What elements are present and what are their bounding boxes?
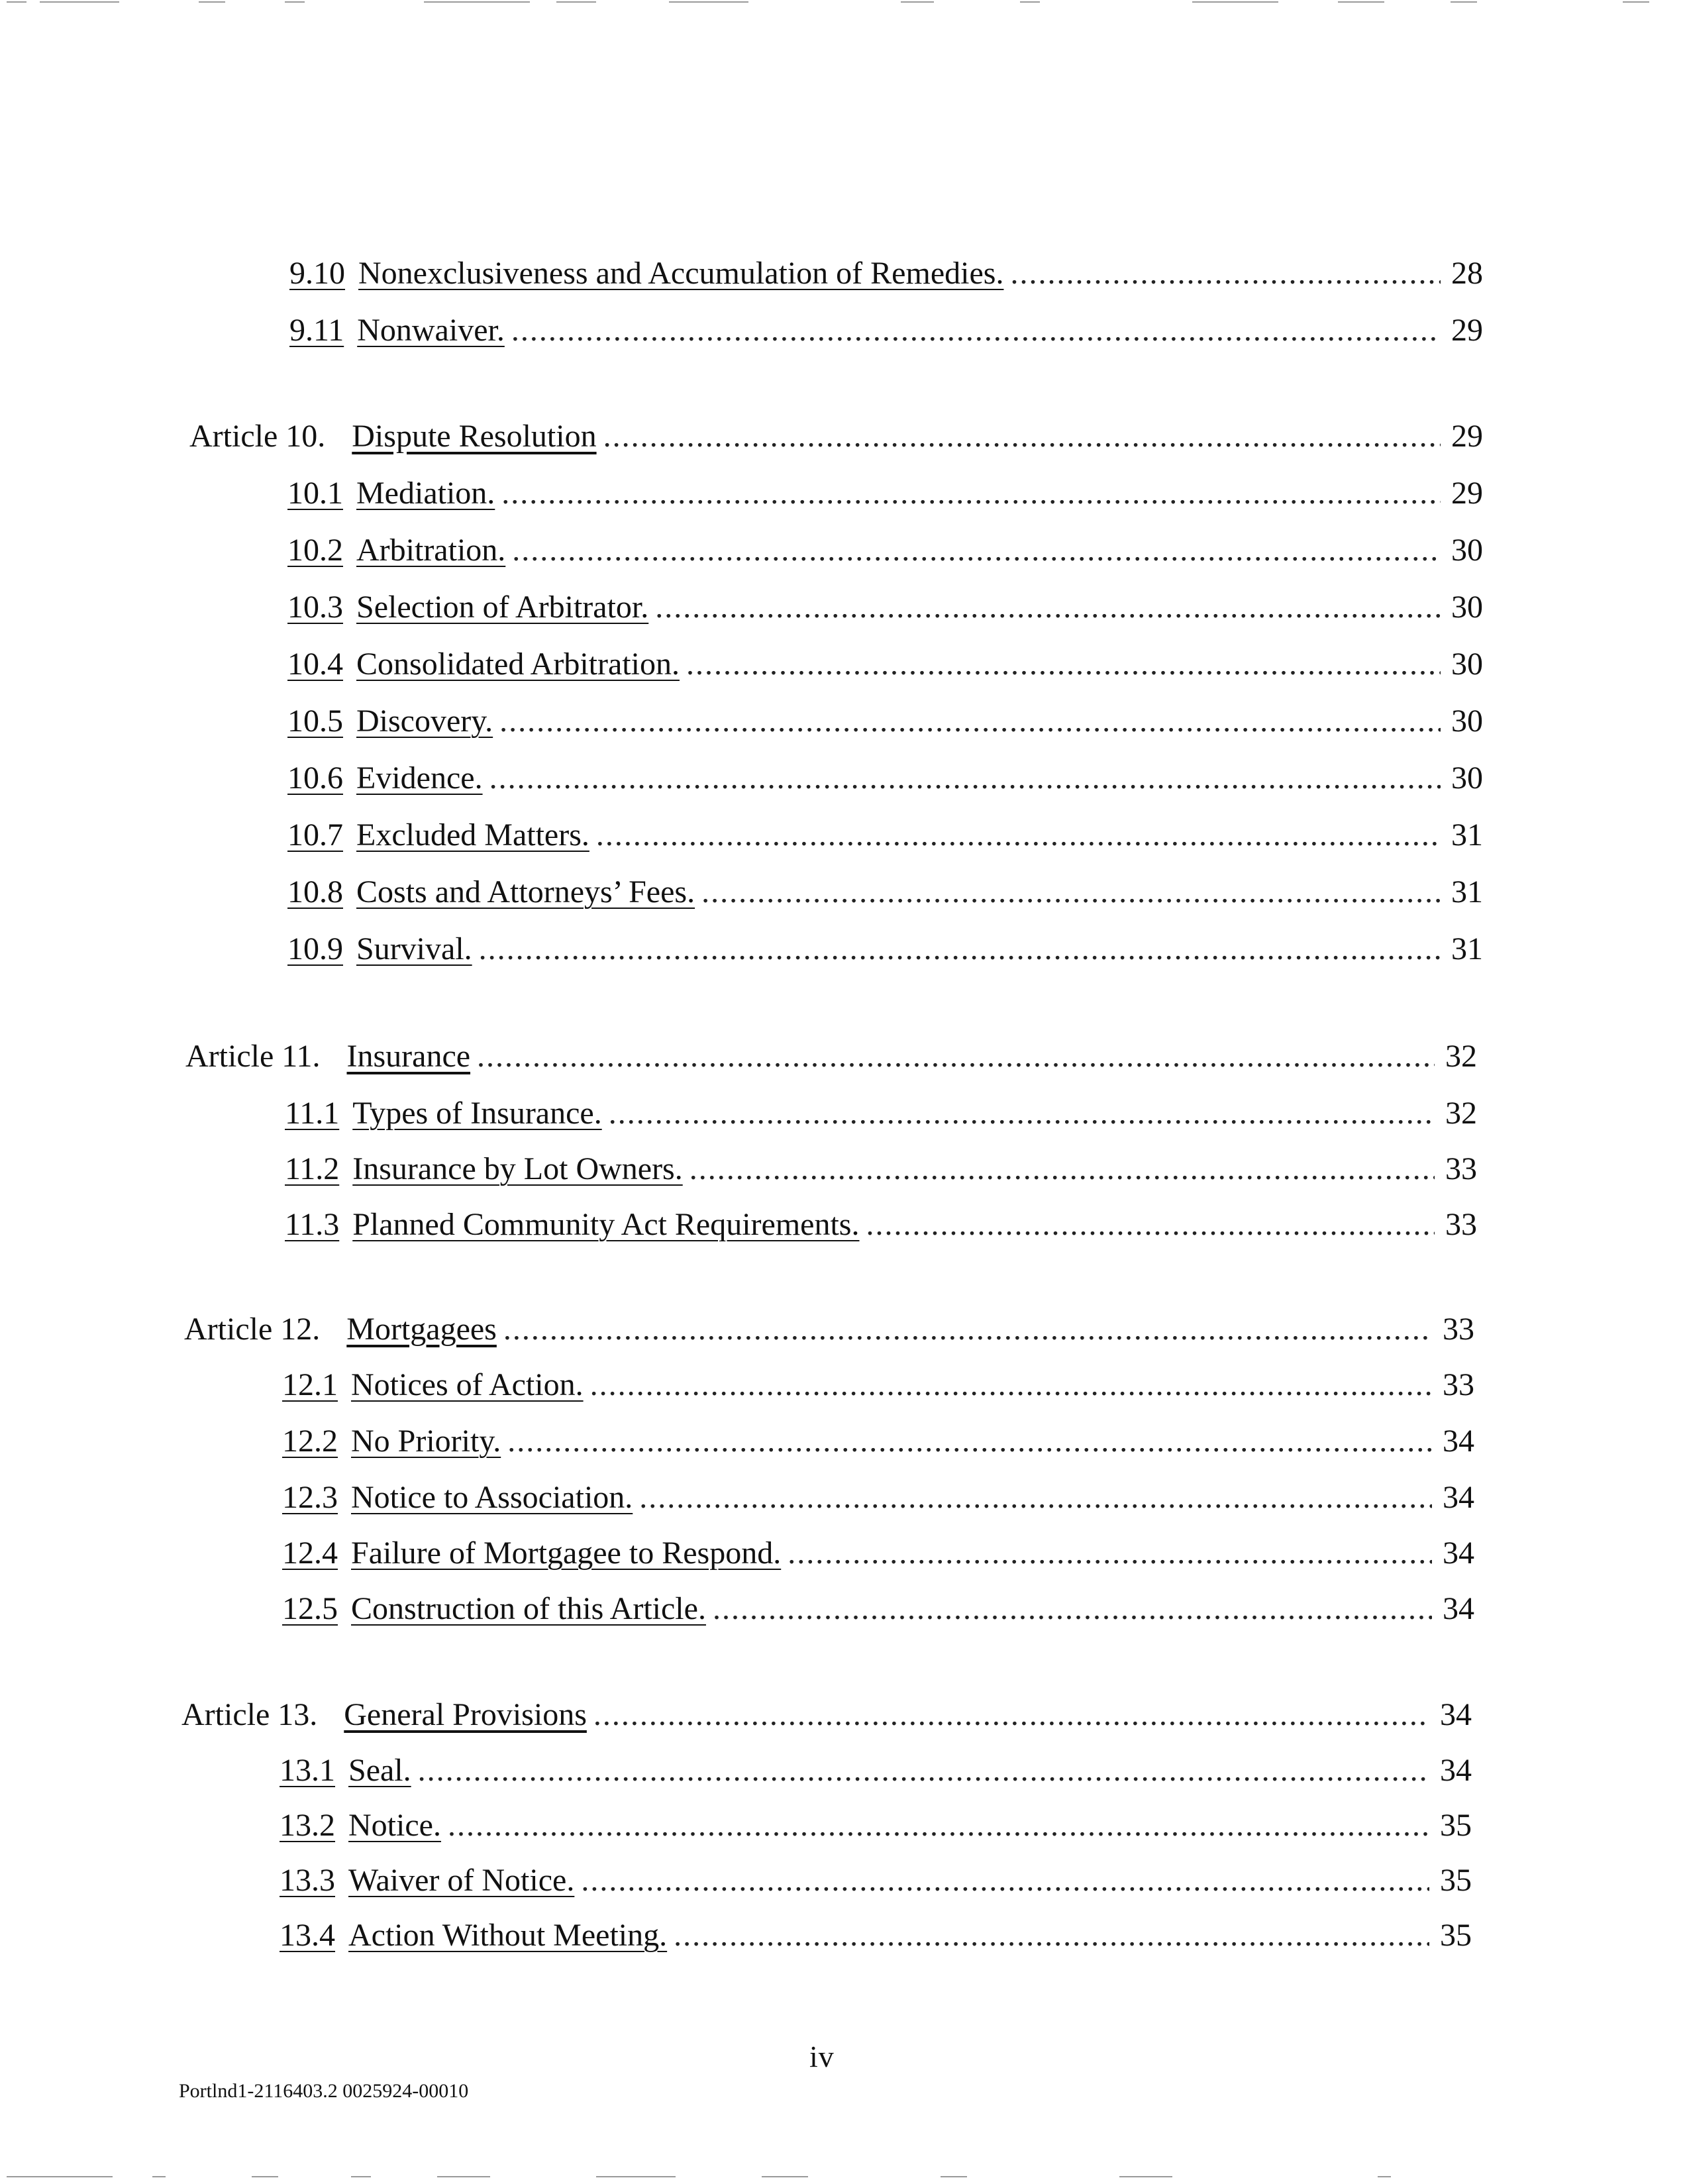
section-title: Insurance by Lot Owners. — [352, 1151, 683, 1186]
section-number: 12.2 — [282, 1424, 338, 1459]
page-number: 32 — [1445, 1096, 1477, 1131]
toc-article-entry — [185, 1037, 1477, 1076]
article-label: Article 10. — [189, 419, 326, 454]
section-number: 10.7 — [287, 817, 343, 853]
article-title: Dispute Resolution — [352, 419, 597, 454]
article-label: Article 13. — [181, 1697, 318, 1732]
article-title: Mortgagees — [346, 1312, 497, 1347]
dot-leader — [639, 1479, 1432, 1517]
toc-entry — [287, 816, 1483, 855]
toc-entry — [280, 1861, 1472, 1900]
dot-leader — [581, 1861, 1429, 1900]
section-title: Notices of Action. — [351, 1367, 584, 1402]
section-title: Types of Insurance. — [352, 1096, 602, 1131]
section-title: Discovery. — [356, 703, 493, 739]
section-number: 9.11 — [289, 313, 344, 348]
dot-leader — [479, 930, 1441, 968]
page-number: 33 — [1445, 1207, 1477, 1242]
dot-leader — [713, 1590, 1432, 1628]
page-number: 35 — [1440, 1863, 1472, 1898]
dot-leader — [590, 1366, 1432, 1404]
section-number: 10.2 — [287, 533, 343, 568]
section-title: Waiver of Notice. — [348, 1863, 575, 1898]
page-number: 33 — [1443, 1312, 1474, 1347]
page-number: 29 — [1451, 476, 1483, 511]
section-number: 11.3 — [285, 1207, 340, 1242]
toc-entry — [280, 1806, 1472, 1845]
page-number: 35 — [1440, 1808, 1472, 1843]
dot-leader — [418, 1751, 1429, 1790]
article-title: General Provisions — [344, 1697, 587, 1732]
section-number: 12.1 — [282, 1367, 338, 1402]
toc-entry — [285, 1094, 1477, 1133]
dot-leader — [701, 873, 1441, 911]
page-number: 34 — [1443, 1424, 1474, 1459]
dot-leader — [477, 1037, 1435, 1076]
section-title: Action Without Meeting. — [348, 1918, 668, 1953]
dot-leader — [603, 417, 1441, 456]
article-label: Article 12. — [184, 1312, 321, 1347]
section-number: 11.1 — [285, 1096, 340, 1131]
toc-entry — [282, 1590, 1474, 1628]
toc-entry — [287, 873, 1483, 911]
dot-leader — [596, 816, 1441, 855]
page-number: 30 — [1451, 533, 1483, 568]
dot-leader — [489, 759, 1441, 798]
section-number: 12.3 — [282, 1480, 338, 1515]
section-number: 10.6 — [287, 760, 343, 796]
section-title: Mediation. — [356, 476, 495, 511]
toc-article-entry — [184, 1310, 1474, 1349]
section-number: 13.2 — [280, 1808, 335, 1843]
toc-entry — [280, 1751, 1472, 1790]
toc-article-entry — [189, 417, 1483, 456]
page-number: 35 — [1440, 1918, 1472, 1953]
section-title: Seal. — [348, 1753, 411, 1788]
section-number: 10.4 — [287, 647, 343, 682]
section-title: Arbitration. — [356, 533, 506, 568]
toc-article-entry — [181, 1696, 1472, 1734]
page-number: 34 — [1440, 1753, 1472, 1788]
section-number: 10.9 — [287, 931, 343, 966]
toc-entry — [287, 759, 1483, 798]
toc-entry — [282, 1422, 1474, 1461]
page-number: 29 — [1451, 313, 1483, 348]
dot-leader — [503, 1310, 1432, 1349]
section-number: 10.3 — [287, 590, 343, 625]
section-number: 11.2 — [285, 1151, 340, 1186]
page-number: 30 — [1451, 760, 1483, 796]
section-title: Survival. — [356, 931, 472, 966]
page-number: 31 — [1451, 874, 1483, 910]
dot-leader — [448, 1806, 1429, 1845]
toc-entry — [287, 588, 1483, 627]
dot-leader — [499, 702, 1441, 741]
page-number: 33 — [1445, 1151, 1477, 1186]
toc-entry — [287, 531, 1483, 570]
footer-page-number: iv — [809, 2040, 835, 2073]
dot-leader — [788, 1534, 1432, 1573]
toc-entry — [287, 474, 1483, 513]
scan-noise-top — [0, 1, 1685, 5]
section-number: 12.4 — [282, 1535, 338, 1571]
section-title: Nonwaiver. — [357, 313, 505, 348]
dot-leader — [609, 1094, 1435, 1133]
section-title: Evidence. — [356, 760, 483, 796]
toc-entry — [285, 1150, 1477, 1188]
article-label: Article 11. — [185, 1039, 321, 1074]
section-title: Construction of this Article. — [351, 1591, 706, 1626]
toc-entry — [287, 645, 1483, 684]
dot-leader — [1010, 254, 1441, 293]
page-number: 34 — [1443, 1535, 1474, 1571]
dot-leader — [674, 1916, 1429, 1955]
article-title: Insurance — [346, 1039, 471, 1074]
dot-leader — [686, 645, 1441, 684]
dot-leader — [689, 1150, 1435, 1188]
toc-entry — [282, 1366, 1474, 1404]
section-number: 10.1 — [287, 476, 343, 511]
section-title: Selection of Arbitrator. — [356, 590, 649, 625]
section-number: 13.4 — [280, 1918, 335, 1953]
scan-noise-bottom — [0, 2176, 1685, 2180]
toc-entry — [280, 1916, 1472, 1955]
toc-entry — [287, 930, 1483, 968]
section-title: Failure of Mortgagee to Respond. — [351, 1535, 782, 1571]
dot-leader — [501, 474, 1441, 513]
section-number: 13.1 — [280, 1753, 335, 1788]
section-title: Costs and Attorneys’ Fees. — [356, 874, 695, 910]
dot-leader — [866, 1206, 1435, 1244]
page-number: 30 — [1451, 590, 1483, 625]
page-number: 31 — [1451, 817, 1483, 853]
page-number: 28 — [1451, 256, 1483, 291]
page-number: 34 — [1443, 1480, 1474, 1515]
page-number: 32 — [1445, 1039, 1477, 1074]
page-number: 34 — [1440, 1697, 1472, 1732]
section-title: Notice. — [348, 1808, 441, 1843]
dot-leader — [593, 1696, 1429, 1734]
dot-leader — [655, 588, 1441, 627]
dot-leader — [511, 311, 1441, 350]
section-title: Notice to Association. — [351, 1480, 633, 1515]
section-title: Nonexclusiveness and Accumulation of Remedies. — [358, 256, 1004, 291]
dot-leader — [512, 531, 1441, 570]
section-title: Consolidated Arbitration. — [356, 647, 680, 682]
toc-entry — [289, 254, 1483, 293]
toc-entry — [282, 1534, 1474, 1573]
section-number: 10.8 — [287, 874, 343, 910]
toc-entry — [282, 1479, 1474, 1517]
toc-entry — [285, 1206, 1477, 1244]
footer-document-id: Portlnd1-2116403.2 0025924-00010 — [179, 2080, 469, 2102]
section-title: No Priority. — [351, 1424, 501, 1459]
toc-entry — [287, 702, 1483, 741]
toc-entry — [289, 311, 1483, 350]
page-number: 34 — [1443, 1591, 1474, 1626]
section-number: 13.3 — [280, 1863, 335, 1898]
section-number: 12.5 — [282, 1591, 338, 1626]
page-number: 29 — [1451, 419, 1483, 454]
page-number: 30 — [1451, 647, 1483, 682]
dot-leader — [507, 1422, 1432, 1461]
page-number: 31 — [1451, 931, 1483, 966]
page-number: 33 — [1443, 1367, 1474, 1402]
section-number: 9.10 — [289, 256, 345, 291]
page-number: 30 — [1451, 703, 1483, 739]
section-title: Excluded Matters. — [356, 817, 589, 853]
section-title: Planned Community Act Requirements. — [352, 1207, 860, 1242]
section-number: 10.5 — [287, 703, 343, 739]
